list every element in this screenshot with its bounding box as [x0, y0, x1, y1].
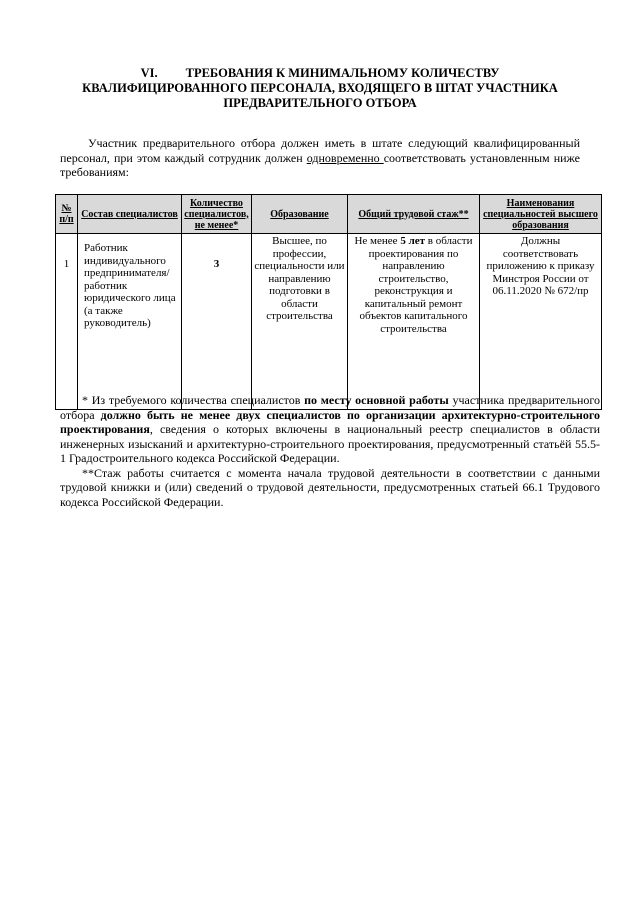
title-line-1: ТРЕБОВАНИЯ К МИНИМАЛЬНОМУ КОЛИЧЕСТВУ: [185, 66, 500, 80]
header-staff: Состав специалистов: [78, 195, 182, 234]
footnote-1-part-c: участника предварительного отбора: [60, 393, 600, 422]
footnotes: [60, 393, 600, 509]
cell-education: Высшее, по профессии, специальности или направлению подготовки в области строительства: [252, 234, 348, 410]
cell-specialty: Должны соответствовать приложению к приказу Минстроя России от 06.11.2020 № 672/пр: [480, 234, 602, 410]
footnote-1-part-a: * Из требуемого количества специалистов: [82, 393, 305, 407]
header-qty: Количество специалистов, не менее*: [182, 195, 252, 234]
header-experience: Общий трудовой стаж**: [348, 195, 480, 234]
header-specialty: Наименования специальностей высшего образования: [480, 195, 602, 234]
footnote-1: [60, 393, 600, 466]
title-line-3: ПРЕДВАРИТЕЛЬНОГО ОТБОРА: [223, 96, 417, 110]
cell-num: 1: [56, 234, 78, 410]
section-heading: [60, 66, 580, 111]
cell-staff: Работник индивидуального предпринимателя/ работник юридического лица (а также руководитель): [78, 234, 182, 410]
footnote-2: **Стаж работы считается с момента начала трудовой деятельности в соответствии с данными трудовой книжки и (или) сведений о трудовой деятельности, предусмотренных статьей 66.1 Трудового кодекса Российской Федерации.: [60, 465, 600, 509]
footnote-1-part-d: должно быть не менее двух специалистов по организации архитектурно-строительного проектирования: [60, 407, 600, 436]
requirements-table: [55, 194, 602, 410]
experience-bold: 5 лет: [400, 235, 426, 247]
section-number: VI.: [140, 66, 158, 80]
header-num: № п/п: [56, 195, 78, 234]
intro-text-before: Участник предварительного отбора должен иметь в штате следующий квалифицированный персонал, при этом каждый сотрудник должен: [60, 136, 580, 165]
intro-text-after: соответствовать установленным ниже требованиям:: [60, 150, 580, 179]
cell-experience: [348, 234, 480, 410]
footnote-1-part-b: по месту основной работы: [304, 393, 449, 407]
experience-post: в области проектирования по направлению строительство, реконструкция и капитальный ремонт объектов капитального строительства: [359, 235, 473, 335]
title-line-2: КВАЛИФИЦИРОВАННОГО ПЕРСОНАЛА, ВХОДЯЩЕГО В ШТАТ УЧАСТНИКА: [82, 81, 558, 95]
experience-pre: Не менее: [354, 235, 401, 247]
table-row: [56, 234, 602, 410]
header-education: Образование: [252, 195, 348, 234]
table-header-row: [56, 195, 602, 234]
cell-qty: 3: [182, 234, 252, 410]
heading-line-1: [60, 66, 580, 81]
intro-underlined: одновременно: [306, 150, 384, 165]
footnote-1-part-e: , сведения о которых включены в национальный реестр специалистов в области инженерных изысканий и архитектурно-строительного проектирования, предусмотренный статьёй 55.5-1 Градостроительного кодекса Российской Федерации.: [60, 422, 600, 465]
intro-paragraph: [60, 136, 580, 180]
